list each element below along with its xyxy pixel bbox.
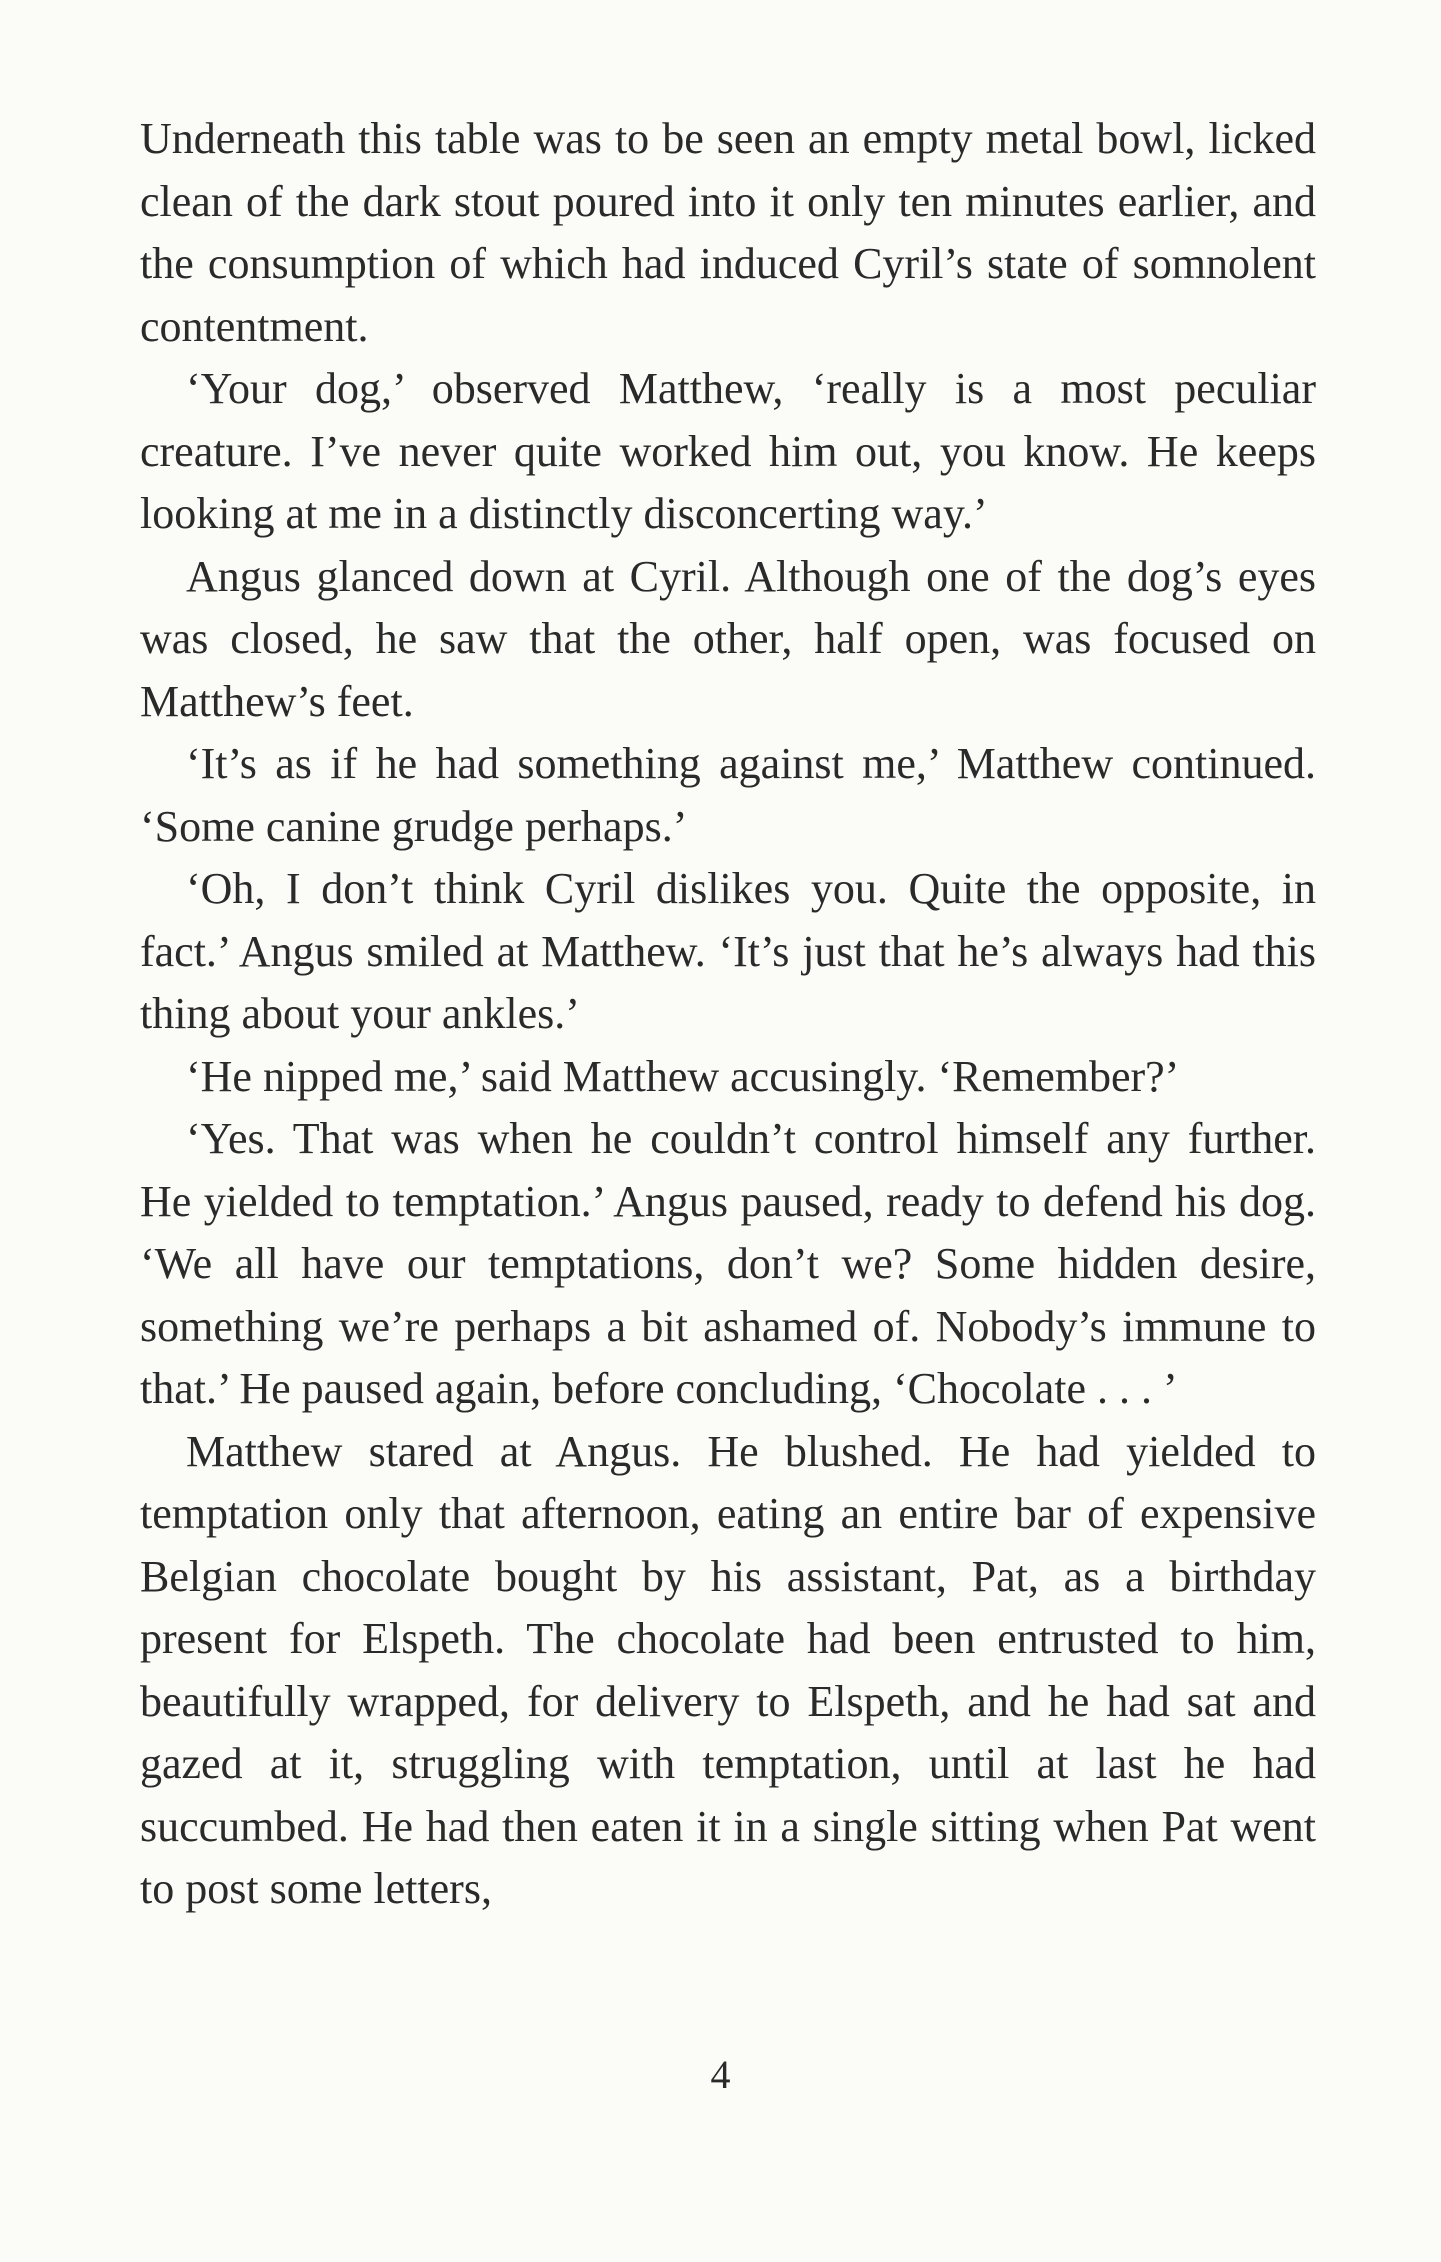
paragraph-2: ‘Your dog,’ observed Matthew, ‘really is a most peculiar creature. I’ve never quite worked him out, you know. He keeps looking at me in a distinctly disconcerting way.’ (140, 364, 1316, 538)
paragraph-5: ‘Oh, I don’t think Cyril dislikes you. Quite the opposite, in fact.’ Angus smiled at Matthew. ‘It’s just that he’s always had this thing about your ankles.’ (140, 864, 1316, 1038)
paragraph-6: ‘He nipped me,’ said Matthew accusingly. ‘Remember?’ (186, 1051, 1180, 1101)
paragraph-7: ‘Yes. That was when he couldn’t control himself any further. He yielded to temptation.’ Angus paused, ready to defend his dog. ‘We all have our temptations, don’t we? Some hidden desire, something we’re perhaps a bit ashamed of. Nobody’s immune to that.’ He paused again, before concluding, ‘Chocolate . . . ’ (140, 1114, 1316, 1413)
body-text (140, 108, 1316, 1921)
page-number: 4 (710, 2052, 731, 2097)
paragraph-3: Angus glanced down at Cyril. Although one of the dog’s eyes was closed, he saw that the other, half open, was focused on Matthew’s feet. (140, 551, 1316, 726)
paragraph-4: ‘It’s as if he had something against me,’ Matthew continued. ‘Some canine grudge perhaps.’ (140, 739, 1316, 851)
paragraph-1: Underneath this table was to be seen an empty metal bowl, licked clean of the dark stout poured into it only ten minutes earlier, and the consumption of which had induced Cyril’s state of somnolent contentment. (140, 114, 1316, 351)
paragraph-8: Matthew stared at Angus. He blushed. He had yielded to temptation only that afternoon, eating an entire bar of expensive Belgian chocolate bought by his assistant, Pat, as a birthday present for Elspeth. The chocolate had been entrusted to him, beautifully wrapped, for delivery to Elspeth, and he had sat and gazed at it, struggling with temptation, until at last he had succumbed. He had then eaten it in a single sitting when Pat went to post some letters, (140, 1426, 1316, 1913)
